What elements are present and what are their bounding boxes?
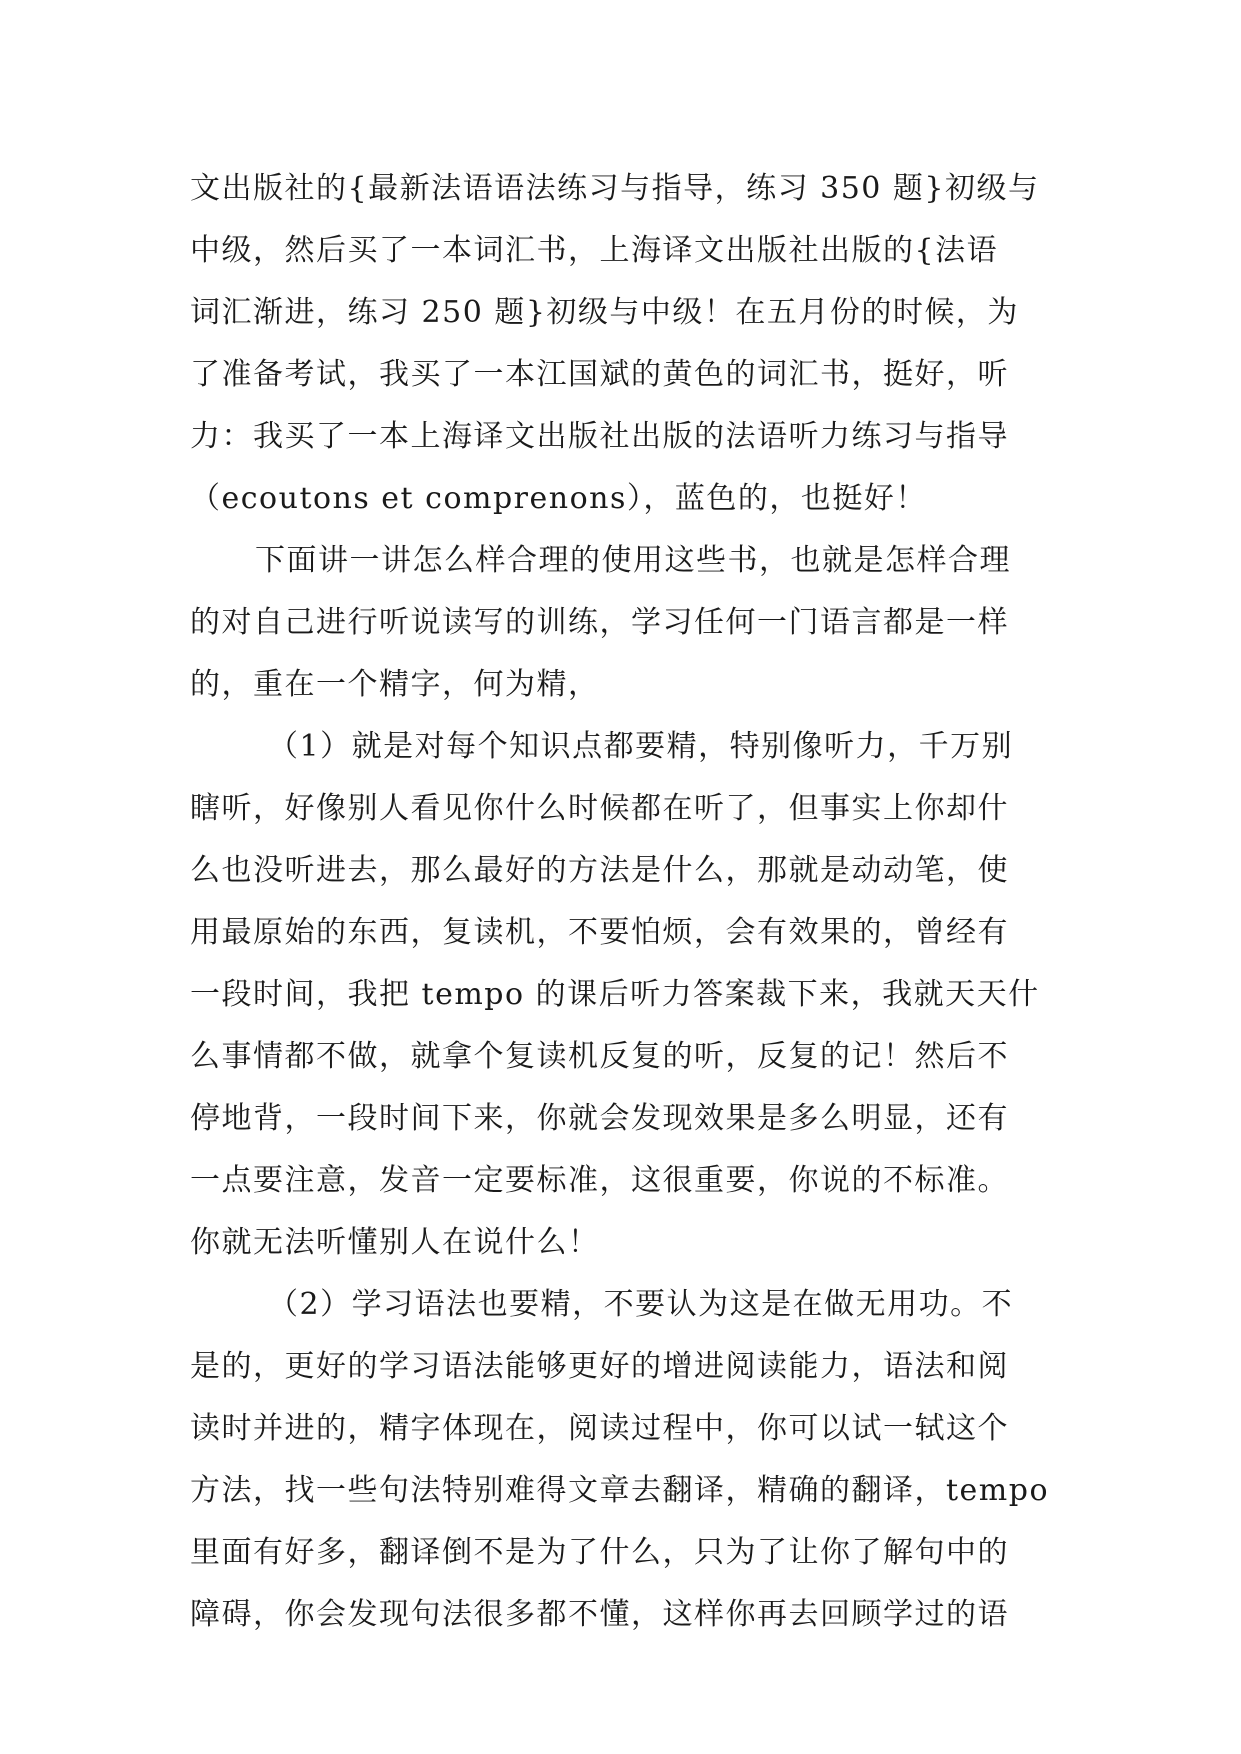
text-line: 力：我买了一本上海译文出版社出版的法语听力练习与指导 — [190, 419, 1009, 454]
numbered-point-2-line: （2）学习语法也要精，不要认为这是在做无用功。不 — [268, 1287, 1014, 1322]
text-line: 停地背，一段时间下来，你就会发现效果是多么明显，还有 — [190, 1101, 1009, 1136]
text-line: 了准备考试，我买了一本江国斌的黄色的词汇书，挺好，听 — [190, 357, 1009, 392]
text-line: 用最原始的东西，复读机，不要怕烦，会有效果的，曾经有 — [190, 915, 1009, 950]
text-line: 么事情都不做，就拿个复读机反复的听，反复的记！然后不 — [190, 1039, 1009, 1074]
text-line: 是的，更好的学习语法能够更好的增进阅读能力，语法和阅 — [190, 1349, 1009, 1384]
paragraph-start-line: 下面讲一讲怎么样合理的使用这些书，也就是怎样合理 — [255, 543, 1011, 578]
text-line: 方法，找一些句法特别难得文章去翻译，精确的翻译，tempo — [190, 1473, 1050, 1508]
text-line: 你就无法听懂别人在说什么！ — [190, 1225, 600, 1260]
text-line: 的，重在一个精字，何为精， — [190, 667, 600, 702]
text-line: 一段时间，我把 tempo 的课后听力答案裁下来，我就天天什 — [190, 977, 1040, 1012]
text-line: 障碍，你会发现句法很多都不懂，这样你再去回顾学过的语 — [190, 1597, 1009, 1632]
text-line: 么也没听进去，那么最好的方法是什么，那就是动动笔，使 — [190, 853, 1009, 888]
numbered-point-1-line: （1）就是对每个知识点都要精，特别像听力，千万别 — [268, 729, 1014, 764]
text-line: 词汇渐进，练习 250 题}初级与中级！在五月份的时候，为 — [190, 295, 1019, 330]
text-line: 文出版社的{最新法语语法练习与指导，练习 350 题}初级与 — [190, 171, 1040, 206]
text-line: 中级，然后买了一本词汇书，上海译文出版社出版的{法语 — [190, 233, 999, 268]
text-line: 的对自己进行听说读写的训练，学习任何一门语言都是一样 — [190, 605, 1009, 640]
text-line: 读时并进的，精字体现在，阅读过程中，你可以试一轼这个 — [190, 1411, 1009, 1446]
text-line: 里面有好多，翻译倒不是为了什么，只为了让你了解句中的 — [190, 1535, 1009, 1570]
text-line: 瞎听，好像别人看见你什么时候都在听了，但事实上你却什 — [190, 791, 1009, 826]
text-line: （ecoutons et comprenons），蓝色的，也挺好！ — [190, 481, 927, 516]
text-line: 一点要注意，发音一定要标准，这很重要，你说的不标准。 — [190, 1163, 1009, 1198]
document-body — [190, 158, 1070, 1646]
